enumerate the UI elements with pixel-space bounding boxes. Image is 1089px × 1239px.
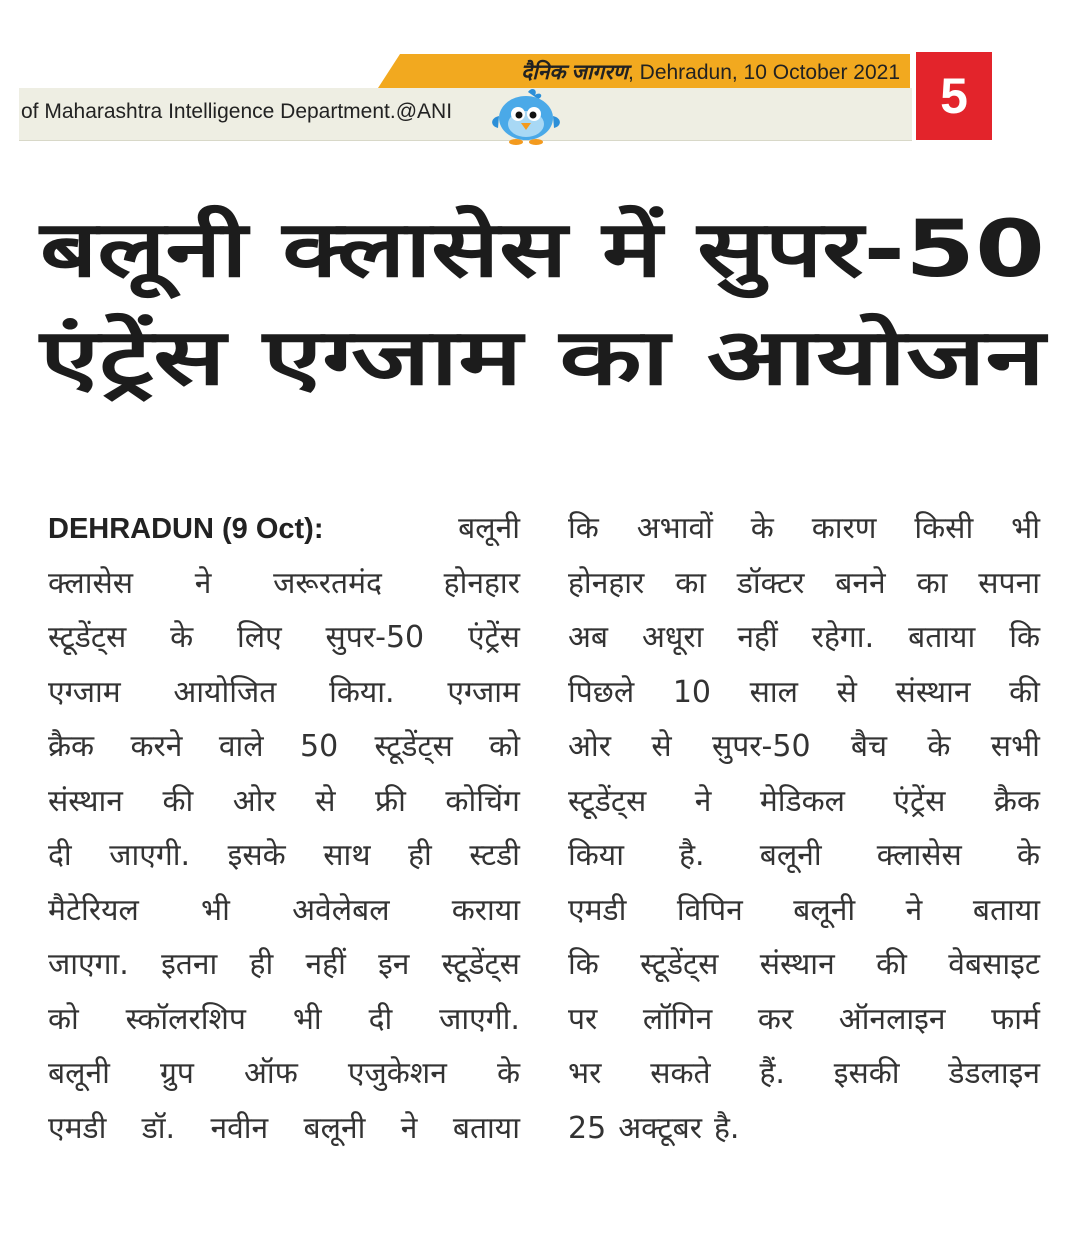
article-word: सुपर-50 xyxy=(325,620,425,655)
article-word: बलूनी xyxy=(793,892,856,928)
article-word: कि xyxy=(568,511,599,546)
article-line xyxy=(48,775,520,830)
article-line xyxy=(48,502,520,557)
article-word: भी xyxy=(201,892,230,928)
article-word: की xyxy=(1009,674,1040,710)
article-word: संस्थान xyxy=(759,947,835,982)
article-word: एंट्रेंस xyxy=(893,783,946,819)
article-word: बलूनी xyxy=(48,1056,110,1091)
page-number: 5 xyxy=(940,68,968,124)
article-word: होनहार xyxy=(568,565,645,601)
article-word: बताया xyxy=(972,892,1040,928)
article-word: एमडी xyxy=(568,892,627,928)
article-word: ही xyxy=(249,947,274,982)
article-word: लिए xyxy=(236,620,282,655)
article-word: ने xyxy=(694,783,712,819)
article-word: संस्थान xyxy=(48,783,123,819)
article-word: ऑनलाइन xyxy=(838,1001,946,1037)
article-word: बलूनी xyxy=(458,511,520,546)
article-word: वाले xyxy=(218,729,264,764)
article-word: रहेगा. xyxy=(811,620,875,655)
article-line xyxy=(568,829,1040,884)
ticker-text: of Maharashtra Intelligence Department.@ANI xyxy=(21,100,453,123)
article-line xyxy=(48,720,520,775)
article-word: मैटेरियल xyxy=(48,892,139,928)
article-word: पिछले xyxy=(568,674,635,710)
article-word: वेबसाइट xyxy=(948,947,1040,982)
article-word: भी xyxy=(292,1001,322,1037)
location-date: , Dehradun, 10 October 2021 xyxy=(627,61,900,84)
article-word: नहीं xyxy=(305,947,346,982)
article-word: बलूनी xyxy=(303,1110,366,1146)
article-word: एंट्रेंस xyxy=(467,620,520,655)
article-word: ओर xyxy=(568,729,611,764)
article-word: भी xyxy=(1011,511,1040,546)
article-word: का xyxy=(675,565,706,601)
article-word: कि xyxy=(1009,620,1040,655)
article-word: इसके xyxy=(227,838,286,873)
article-line xyxy=(48,993,520,1048)
article-word: डॉ. xyxy=(141,1110,176,1146)
article-word: सुपर-50 xyxy=(711,729,811,764)
article-word: अवेलेबल xyxy=(292,892,390,928)
article-word: से xyxy=(836,674,857,710)
article-line xyxy=(568,938,1040,993)
article-word: भर xyxy=(568,1056,602,1091)
article-word: 25 xyxy=(568,1110,607,1146)
article-word: स्टडी xyxy=(469,838,520,873)
article-word: किसी xyxy=(914,511,974,546)
article-line xyxy=(48,1102,520,1157)
article-word: क्रैक xyxy=(993,783,1040,819)
article-word: नवीन xyxy=(210,1110,269,1146)
article-word: बताया xyxy=(908,620,976,655)
article-word: स्टूडेंट्स xyxy=(374,729,453,764)
article-word: बलूनी xyxy=(759,838,822,873)
masthead xyxy=(440,58,900,84)
article-word: हैं. xyxy=(759,1056,785,1091)
article-word: ओर xyxy=(232,783,276,819)
article-word: नहीं xyxy=(737,620,778,655)
article-word: अधूरा xyxy=(642,620,704,655)
article-word: फ्री xyxy=(375,783,406,819)
article-word: स्टूडेंट्स xyxy=(441,947,520,982)
article-word: सभी xyxy=(990,729,1040,764)
article-line xyxy=(568,720,1040,775)
article-word: की xyxy=(162,783,194,819)
article-line xyxy=(48,938,520,993)
article-word: है. xyxy=(713,1110,740,1146)
article-word: स्टूडेंट्स xyxy=(48,620,127,655)
article-word: क्लासेस xyxy=(876,838,962,873)
article-word: बनने xyxy=(835,565,886,601)
headline-line-2: एंट्रेंस एग्जाम का आयोजन xyxy=(40,313,1045,403)
article-word: किया xyxy=(568,838,624,873)
article-word: अभावों xyxy=(636,511,713,546)
article-line xyxy=(48,557,520,612)
article-line xyxy=(568,502,1040,557)
article-word: की xyxy=(876,947,907,982)
article-word: बैच xyxy=(850,729,888,764)
article-word: लॉगिन xyxy=(642,1001,713,1037)
twitter-bird-icon xyxy=(488,86,564,150)
article-line xyxy=(568,775,1040,830)
dateline: DEHRADUN (9 Oct): xyxy=(48,513,324,545)
article-word: 10 xyxy=(672,674,711,710)
article-word: क्रैक xyxy=(48,729,95,764)
article-word: ऑफ xyxy=(244,1056,298,1091)
article-word: से xyxy=(651,729,672,764)
article-word: के xyxy=(1016,838,1040,873)
article-word: जाएगी. xyxy=(439,1001,520,1037)
article-word: ग्रुप xyxy=(159,1056,194,1091)
page-number-box xyxy=(916,52,992,140)
article-word: विपिन xyxy=(676,892,743,928)
article-word: जाएगी. xyxy=(109,838,191,873)
article-word: जाएगा. xyxy=(48,947,129,982)
article-word: सकते xyxy=(650,1056,711,1091)
article-line xyxy=(48,666,520,721)
article-word: क्लासेस xyxy=(48,565,134,601)
article-word: कारण xyxy=(811,511,877,546)
newspaper-name: दैनिक जागरण xyxy=(521,61,628,84)
article-word: इसकी xyxy=(833,1056,900,1091)
news-ticker xyxy=(19,88,912,141)
article-word: से xyxy=(315,783,336,819)
article-word: एजुकेशन xyxy=(347,1056,447,1091)
article-line xyxy=(48,1047,520,1102)
article-word: इतना xyxy=(161,947,218,982)
article-word: कर xyxy=(757,1001,794,1037)
article-word: डॉक्टर xyxy=(736,565,805,601)
article-word: फार्म xyxy=(991,1001,1040,1037)
article-word: जरूरतमंद xyxy=(273,565,382,601)
article-line xyxy=(48,884,520,939)
article-column-right xyxy=(568,502,1040,1156)
article-word: पर xyxy=(568,1001,598,1037)
article-word: दी xyxy=(368,1001,393,1037)
article-word: किया. xyxy=(329,674,395,710)
article-word: अब xyxy=(568,620,609,655)
article-word: बताया xyxy=(452,1110,520,1146)
article-word: एग्जाम xyxy=(48,674,121,710)
article-word: करने xyxy=(130,729,183,764)
article-word: साल xyxy=(749,674,799,710)
article-line xyxy=(568,666,1040,721)
article-word: इन xyxy=(378,947,410,982)
article-word: ने xyxy=(194,565,212,601)
article-word: 50 xyxy=(299,729,339,764)
article-line xyxy=(48,611,520,666)
article-line xyxy=(568,611,1040,666)
headline-line-1: बलूनी क्लासेस में सुपर-50 xyxy=(40,205,1045,295)
article-word: के xyxy=(750,511,774,546)
article-word: ने xyxy=(905,892,923,928)
article-word: को xyxy=(48,1001,79,1037)
article-line xyxy=(48,829,520,884)
article-word: स्कॉलरशिप xyxy=(125,1001,246,1037)
headline xyxy=(40,196,1050,412)
article-line xyxy=(568,1047,1040,1102)
article-word: आयोजित xyxy=(173,674,277,710)
article-word: कराया xyxy=(451,892,520,928)
article-line xyxy=(568,1102,1040,1157)
article-word: का xyxy=(916,565,948,601)
article-word: एग्जाम xyxy=(447,674,520,710)
article-word: स्टूडेंट्स xyxy=(640,947,719,982)
article-word: के xyxy=(927,729,951,764)
article-line xyxy=(568,993,1040,1048)
article-line xyxy=(568,557,1040,612)
article-word: के xyxy=(170,620,194,655)
article-word: एमडी xyxy=(48,1110,107,1146)
article-word: होनहार xyxy=(443,565,520,601)
article-word: स्टूडेंट्स xyxy=(568,783,647,819)
article-line xyxy=(568,884,1040,939)
article-word: संस्थान xyxy=(895,674,971,710)
article-word: कि xyxy=(568,947,599,982)
article-word: ने xyxy=(400,1110,418,1146)
article-word: मेडिकल xyxy=(759,783,845,819)
article-word: कोचिंग xyxy=(445,783,520,819)
article-word: है. xyxy=(679,838,705,873)
article-word: सपना xyxy=(978,565,1040,601)
article-word: को xyxy=(489,729,520,764)
article-word: दी xyxy=(48,838,72,873)
article-word: ही xyxy=(408,838,432,873)
article-word: साथ xyxy=(323,838,371,873)
article-word: के xyxy=(496,1056,520,1091)
article-column-left xyxy=(48,502,520,1156)
article-word: डेडलाइन xyxy=(948,1056,1040,1091)
article-word: अक्टूबर xyxy=(618,1110,702,1146)
